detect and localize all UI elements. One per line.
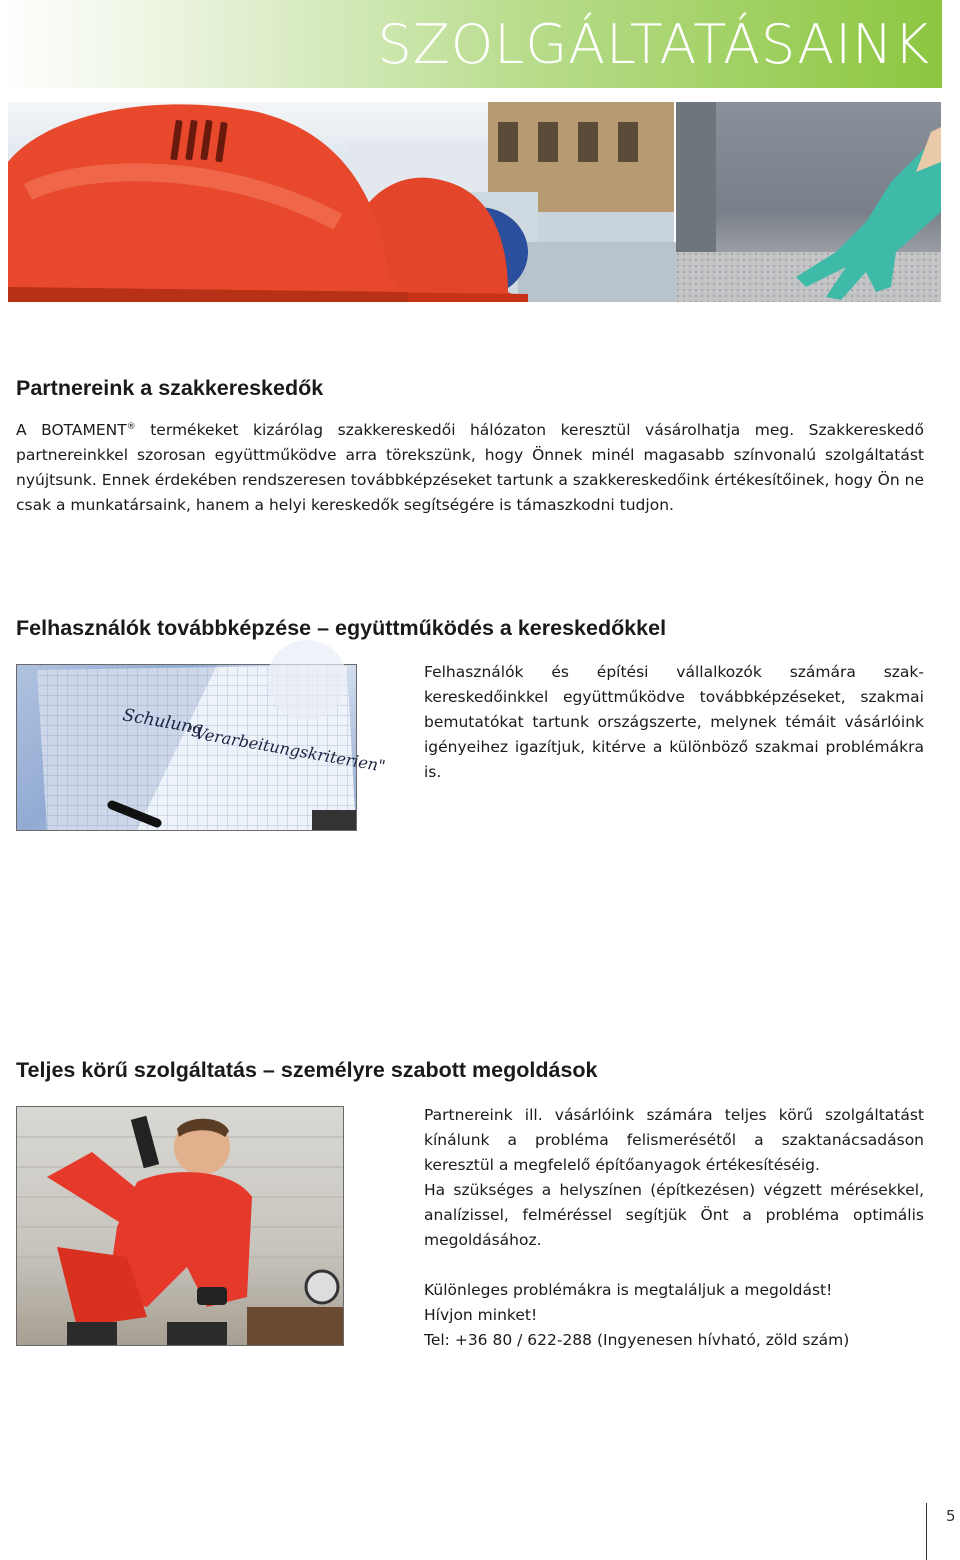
special-problems-line: Különleges problémákra is megtaláljuk a megoldást! — [424, 1281, 833, 1299]
training-photo — [16, 664, 387, 831]
partners-body: termékeket kizárólag szakkereskedői hálózaton keresztül vásárolhatja meg. Szakkereskedő partnereinkkel szorosan együttműködve arra törekszünk, hogy Önnek minél magasabb színvonalú szolgáltatást nyújtsunk. Ennek érdekében rendszeresen továbbképzéseket tartunk a szakkereskedőink értékesítőinek, hogy Ön ne csak a munkatársaink, hanem a helyi kereskedők segítségére is támaszkodni tudjon. — [16, 421, 924, 514]
notepad-illustration — [17, 665, 387, 830]
technician-photo — [16, 1106, 344, 1346]
call-us-line: Hívjon minket! — [424, 1306, 538, 1324]
hero-photo-hard-hats — [8, 102, 674, 302]
hero-photo-glove — [676, 102, 941, 302]
section-full-service-text — [424, 1103, 924, 1353]
section-title-partners: Partnereink a szakkereskedők — [16, 376, 324, 400]
full-service-para-1: Partnereink ill. vásárlóink számára teljes körű szolgáltatást kínálunk a probléma felismerésétől a szaktanácsadáson keresztül a megfelelő építőanyagok értékesítéséig. — [424, 1106, 924, 1174]
svg-text:Schulung: Schulung — [121, 705, 205, 740]
section-title-full-service: Teljes körű szolgáltatás – személyre szabott megoldások — [16, 1058, 598, 1082]
hard-hats-illustration — [8, 102, 674, 302]
section-title-training: Felhasználók továbbképzése – együttműködés a kereskedőkkel — [16, 616, 667, 640]
page-title: SZOLGÁLTATÁSAINK — [377, 13, 930, 76]
svg-text:"Verarbeitungskriterien": "Verarbeitungskriterien" — [186, 722, 387, 776]
section-partners-text — [16, 418, 924, 518]
phone-line: Tel: +36 80 / 622-288 (Ingyenesen hívható, zöld szám) — [424, 1331, 850, 1349]
header-banner — [0, 0, 942, 88]
technician-illustration — [17, 1107, 343, 1345]
full-service-para-2: Ha szükséges a helyszínen (építkezésen) végzett mérésekkel, analízissel, felméréssel segítjük Önt a probléma optimális megoldásához. — [424, 1181, 924, 1249]
page-number-divider — [926, 1503, 927, 1560]
section-training-text: Felhasználók és építési vállalkozók számára szak-kereskedőinkkel együttműködve továbbképzéseket, szakmai bemutatókat tartunk országszerte, melynek témáit vásárlóink igényeihez igazítjuk, kitérve a különböző szakmai problémákra is. — [424, 663, 924, 781]
brand-name: A BOTAMENT — [16, 421, 127, 439]
page-number: 5 — [946, 1507, 956, 1525]
glove-illustration — [676, 102, 941, 302]
registered-mark: ® — [126, 421, 136, 432]
